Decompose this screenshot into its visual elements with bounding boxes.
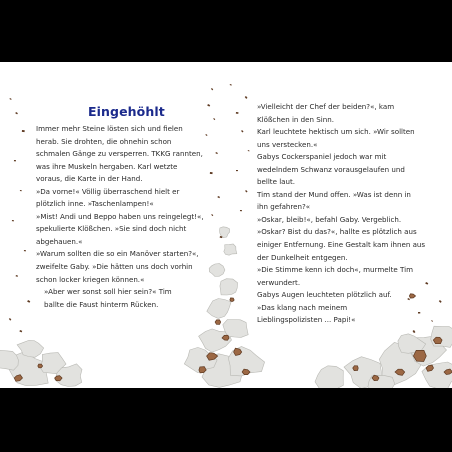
text-line: Gabys Augen leuchteten plötzlich auf. bbox=[257, 290, 392, 300]
text-line: »Mist! Andi und Beppo haben uns reingelegt!«, bbox=[36, 211, 204, 221]
text-line: ballte die Faust hinterm Rücken. bbox=[44, 299, 159, 309]
text-line: schmalen Gänge zu versperren. TKKG rannten, bbox=[36, 149, 203, 159]
text-line: Lieblingspolizisten ... Papi!« bbox=[257, 315, 356, 325]
text-line: Tim stand der Mund offen. »Was ist denn in bbox=[257, 189, 411, 199]
text-line: einiger Entfernung. Eine Gestalt kam ihnen aus bbox=[257, 240, 426, 250]
text-line: was ihre Muskeln hergaben. Karl wetzte bbox=[36, 161, 178, 171]
text-line: Gabys Cockerspaniel jedoch war mit bbox=[257, 152, 387, 162]
text-line: »Die Stimme kenn ich doch«, murmelte Tim bbox=[257, 265, 413, 275]
text-line: abgehauen.« bbox=[36, 236, 83, 246]
text-line: »Oskar, bleib!«, befahl Gaby. Vergeblich. bbox=[257, 214, 402, 224]
text-line: plötzlich inne. »Taschenlampen!« bbox=[36, 199, 154, 209]
text-line: wedelndem Schwanz vorausgelaufen und bbox=[257, 164, 405, 174]
text-line: ihn gefahren?« bbox=[257, 202, 311, 212]
text-line: »Vielleicht der Chef der beiden?«, kam bbox=[257, 102, 395, 111]
text-line: Klößchen in den Sinn. bbox=[257, 114, 335, 124]
text-line: bellte laut. bbox=[257, 177, 296, 187]
text-line: uns verstecken.« bbox=[257, 139, 318, 149]
text-line: der Dunkelheit entgegen. bbox=[257, 252, 348, 262]
text-line: Immer mehr Steine lösten sich und fielen bbox=[36, 124, 183, 133]
text-line: herab. Sie drohten, die ohnehin schon bbox=[36, 136, 172, 146]
text-line: »Da vorne!« Völlig überraschend hielt er bbox=[36, 186, 180, 196]
left-text-column bbox=[36, 123, 204, 311]
text-line: schon locker kriegen können.« bbox=[36, 274, 145, 284]
bottom-frame bbox=[0, 388, 452, 452]
top-frame bbox=[0, 0, 452, 62]
text-line: voraus, die Karte in der Hand. bbox=[36, 174, 143, 184]
chapter-title: Eingehöhlt bbox=[88, 104, 165, 119]
text-line: »Das klang nach meinem bbox=[257, 302, 348, 312]
text-line: Karl leuchtete hektisch um sich. »Wir sollten bbox=[257, 127, 415, 137]
text-line: verwundert. bbox=[257, 277, 301, 287]
text-line: spekulierte Klößchen. »Sie sind doch nicht bbox=[36, 224, 187, 234]
text-line: »Warum sollten die so ein Manöver starten?«, bbox=[36, 249, 199, 259]
text-line: »Oskar? Bist du das?«, hallte es plötzlich aus bbox=[257, 227, 417, 237]
right-text-column bbox=[257, 101, 437, 327]
text-line: »Aber wer sonst soll hier sein?« Tim bbox=[44, 287, 172, 297]
text-line: zweifelte Gaby. »Die hätten uns doch vorhin bbox=[36, 262, 193, 272]
